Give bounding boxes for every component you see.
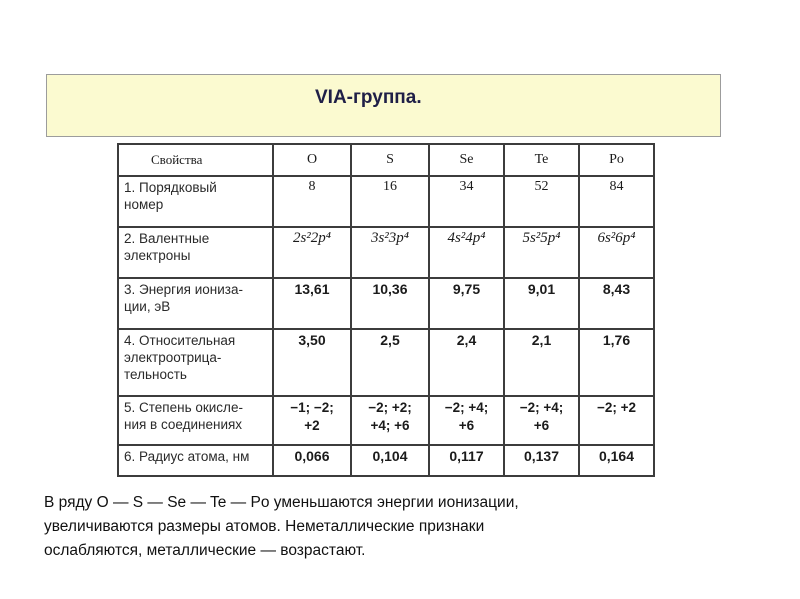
table-cell: 2,4 [429, 329, 504, 396]
properties-table [117, 143, 655, 477]
header-cell-te: Te [504, 144, 579, 176]
table-cell: 8,43 [579, 278, 654, 329]
caption-line: В ряду O — S — Se — Te — Po уменьшаются энергии ионизации, [44, 494, 519, 511]
row-label-valence-electrons: 2. Валентные электроны [118, 227, 273, 278]
table-cell: 0,164 [579, 445, 654, 476]
table-cell: 4s²4p⁴ [429, 227, 504, 278]
header-cell-po: Po [579, 144, 654, 176]
table-cell: −2; +4; +6 [429, 396, 504, 445]
table-row [118, 396, 654, 445]
table-header-row [118, 144, 654, 176]
header-cell-properties: Свойства [118, 144, 273, 176]
table-cell: −2; +2; +4; +6 [351, 396, 429, 445]
table-cell: 84 [579, 176, 654, 227]
table-cell: 0,117 [429, 445, 504, 476]
slide-title: VIA-группа. [315, 87, 422, 108]
table-row [118, 329, 654, 396]
table-row [118, 278, 654, 329]
row-label-atomic-radius: 6. Радиус атома, нм [118, 445, 273, 476]
table-cell: 5s²5p⁴ [504, 227, 579, 278]
row-label-atomic-number: 1. Порядковый номер [118, 176, 273, 227]
table-cell: 16 [351, 176, 429, 227]
header-cell-se: Se [429, 144, 504, 176]
caption-line: ослабляются, металлические — возрастают. [44, 542, 366, 559]
title-banner [46, 74, 721, 137]
table-cell: 1,76 [579, 329, 654, 396]
table-cell: 2,5 [351, 329, 429, 396]
table-cell: 0,104 [351, 445, 429, 476]
table-cell: 8 [273, 176, 351, 227]
table-cell: 9,75 [429, 278, 504, 329]
header-cell-s: S [351, 144, 429, 176]
table-cell: 0,066 [273, 445, 351, 476]
table-row [118, 445, 654, 476]
table-cell: 3,50 [273, 329, 351, 396]
table-cell: 52 [504, 176, 579, 227]
table-cell: 2s²2p⁴ [273, 227, 351, 278]
table-cell: 9,01 [504, 278, 579, 329]
caption-line: увеличиваются размеры атомов. Неметаллические признаки [44, 518, 485, 535]
table-cell: −1; −2; +2 [273, 396, 351, 445]
table-cell: 34 [429, 176, 504, 227]
row-label-electronegativity: 4. Относительная электроотрица- тельность [118, 329, 273, 396]
table-cell: 6s²6p⁴ [579, 227, 654, 278]
table-cell: −2; +2 [579, 396, 654, 445]
table-cell: 0,137 [504, 445, 579, 476]
table-row [118, 227, 654, 278]
row-label-oxidation-states: 5. Степень окисле- ния в соединениях [118, 396, 273, 445]
scanned-table-image [113, 137, 658, 482]
table-cell: 2,1 [504, 329, 579, 396]
summary-caption [44, 491, 764, 563]
row-label-ionization-energy: 3. Энергия иониза- ции, эВ [118, 278, 273, 329]
table-cell: 3s²3p⁴ [351, 227, 429, 278]
header-cell-o: O [273, 144, 351, 176]
table-cell: −2; +4; +6 [504, 396, 579, 445]
table-cell: 13,61 [273, 278, 351, 329]
table-cell: 10,36 [351, 278, 429, 329]
table-row [118, 176, 654, 227]
